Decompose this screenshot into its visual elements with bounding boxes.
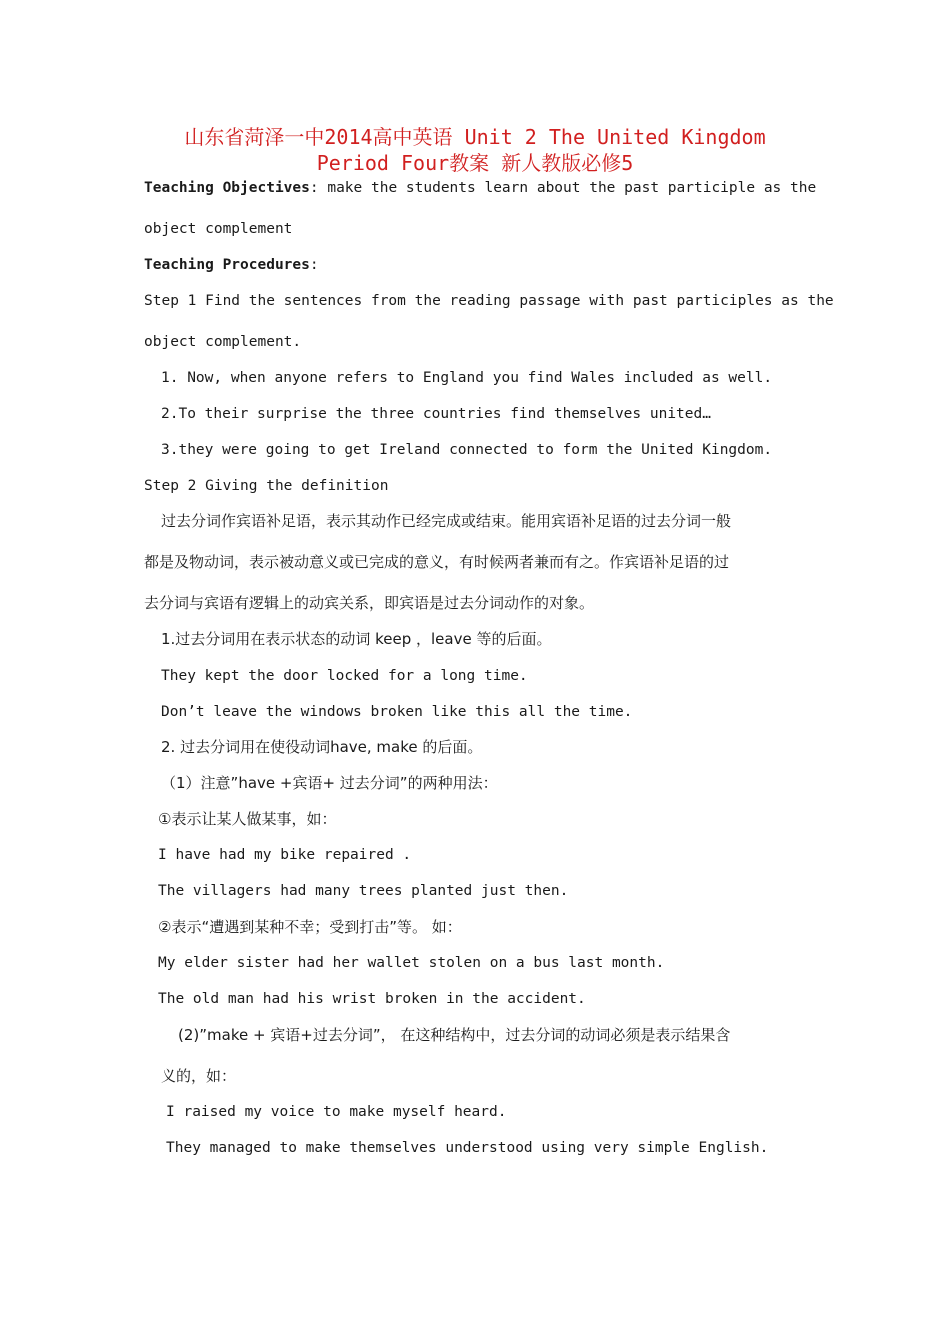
step1-example-2: 2.To their surprise the three countries find themselves united…	[161, 406, 711, 422]
sub2-example-1: I raised my voice to make myself heard.	[166, 1104, 507, 1120]
point1-example-1: They kept the door locked for a long time.	[161, 668, 528, 684]
document-title-line-1: 山东省菏泽一中2014高中英语 Unit 2 The United Kingdom	[184, 125, 766, 149]
objectives-text-continued: object complement	[144, 221, 293, 237]
procedures-line	[144, 255, 319, 275]
point2-heading: 2. 过去分词用在使役动词have, make 的后面。	[161, 738, 483, 756]
point1-heading: 1.过去分词用在表示状态的动词 keep ，leave 等的后面。	[161, 630, 552, 648]
usage1-example-2: The villagers had many trees planted just then.	[158, 883, 569, 899]
procedures-label: Teaching Procedures	[144, 257, 310, 273]
definition-line-2: 都是及物动词，表示被动意义或已完成的意义，有时候两者兼而有之。作宾语补足语的过	[144, 553, 730, 571]
objectives-label: Teaching Objectives	[144, 180, 310, 196]
sub2-example-2: They managed to make themselves understood using very simple English.	[166, 1140, 769, 1156]
point2-sub2-heading: (2)”make + 宾语+过去分词”， 在这种结构中，过去分词的动词必须是表示结果含	[178, 1026, 731, 1044]
usage2-example-2: The old man had his wrist broken in the accident.	[158, 991, 586, 1007]
point2-sub1-heading: （1）注意”have +宾语+ 过去分词”的两种用法：	[161, 774, 498, 792]
step1-heading-continued: object complement.	[144, 334, 302, 350]
step1-example-3: 3.they were going to get Ireland connected to form the United Kingdom.	[161, 442, 773, 458]
usage2-example-1: My elder sister had her wallet stolen on a bus last month.	[158, 955, 665, 971]
usage2-heading: ②表示“遭遇到某种不幸；受到打击”等。 如：	[158, 918, 462, 936]
point1-example-2: Don’t leave the windows broken like this all the time.	[161, 704, 633, 720]
objectives-text: : make the students learn about the past participle as the	[309, 180, 817, 196]
definition-line-1: 过去分词作宾语补足语，表示其动作已经完成或结束。能用宾语补足语的过去分词一般	[161, 512, 732, 530]
usage1-example-1: I have had my bike repaired .	[158, 847, 412, 863]
step1-example-1: 1. Now, when anyone refers to England you find Wales included as well.	[161, 370, 773, 386]
usage1-heading: ①表示让某人做某事，如：	[158, 810, 337, 828]
definition-line-3: 去分词与宾语有逻辑上的动宾关系，即宾语是过去分词动作的对象。	[144, 594, 595, 612]
procedures-colon: :	[309, 257, 319, 273]
point2-sub2-heading-continued: 义的，如：	[161, 1067, 237, 1085]
objectives-line	[144, 178, 816, 198]
document-title-line-2: Period Four教案 新人教版必修5	[316, 151, 634, 175]
step2-heading: Step 2 Giving the definition	[144, 478, 389, 494]
step1-heading: Step 1 Find the sentences from the reading passage with past participles as the	[144, 293, 834, 309]
